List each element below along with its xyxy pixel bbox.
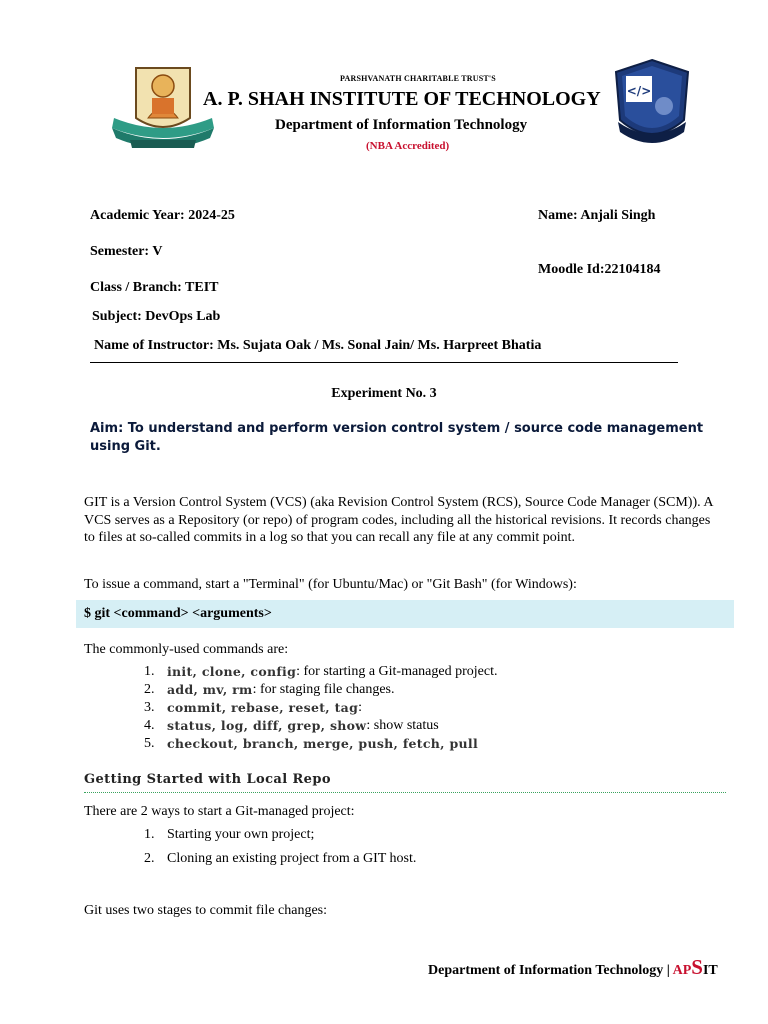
footer-separator: |: [663, 963, 673, 978]
class-branch: Class / Branch: TEIT: [90, 280, 219, 295]
list-item: 1. init, clone, config : for starting a Git-managed project.: [144, 664, 497, 682]
semester: Semester: V: [90, 244, 163, 259]
stages-paragraph: Git uses two stages to commit file changes:: [84, 903, 328, 918]
experiment-title: Experiment No. 3: [331, 386, 437, 401]
list-item: 2. add, mv, rm : for staging file changes.: [144, 682, 497, 700]
section-heading: Getting Started with Local Repo: [84, 772, 331, 787]
trust-name: PARSHVANATH CHARITABLE TRUST'S: [340, 74, 496, 83]
footer: [428, 955, 718, 980]
footer-brand-it: IT: [702, 963, 718, 978]
institute-name: A. P. SHAH INSTITUTE OF TECHNOLOGY: [203, 88, 601, 110]
ways-intro: There are 2 ways to start a Git-managed project:: [84, 804, 355, 819]
department-logo: [612, 58, 692, 152]
student-name: Name: Anjali Singh: [538, 208, 656, 223]
command-names: checkout, branch, merge, push, fetch, pull: [167, 736, 478, 751]
command-names: commit, rebase, reset, tag: [167, 700, 359, 715]
divider: [90, 362, 678, 363]
academic-year: Academic Year: 2024-25: [90, 208, 235, 223]
section-divider: [84, 792, 726, 793]
department-name: Department of Information Technology: [275, 117, 528, 133]
subject: Subject: DevOps Lab: [92, 309, 221, 324]
terminal-note: To issue a command, start a "Terminal" (for Ubuntu/Mac) or "Git Bash" (for Windows):: [84, 577, 577, 592]
institute-logo: [108, 58, 218, 154]
commands-heading: The commonly-used commands are:: [84, 642, 289, 657]
accreditation-label: (NBA Accredited): [366, 140, 450, 152]
command-names: init, clone, config: [167, 664, 297, 679]
ways-list: [144, 827, 416, 875]
aim-statement: Aim: To understand and perform version control system / source code management using Git.: [90, 421, 704, 454]
command-names: add, mv, rm: [167, 682, 253, 697]
command-names: status, log, diff, grep, show: [167, 718, 367, 733]
commands-list: [144, 664, 497, 754]
footer-brand-ap: AP: [672, 963, 692, 978]
list-item: 3. commit, rebase, reset, tag :: [144, 700, 497, 718]
list-item: 5. checkout, branch, merge, push, fetch, pull: [144, 736, 497, 754]
list-item: 4. status, log, diff, grep, show : show status: [144, 718, 497, 736]
list-item: 2. Cloning an existing project from a GIT host.: [144, 851, 417, 866]
intro-paragraph: GIT is a Version Control System (VCS) (aka Revision Control System (RCS), Source Code Manager (SCM)). A VCS serves as a Repository (or repo) of program codes, including all the historical revisions. It records changes to files at so-called commits in a log so that you can recall any file at any commit point.: [84, 495, 713, 545]
command-syntax: $ git <command> <arguments>: [84, 606, 272, 621]
list-item: 1. Starting your own project;: [144, 827, 315, 842]
svg-text:</>: </>: [626, 84, 652, 98]
moodle-id: Moodle Id:22104184: [538, 262, 661, 277]
footer-department: Department of Information Technology: [428, 963, 664, 978]
instructor: Name of Instructor: Ms. Sujata Oak / Ms. Sonal Jain/ Ms. Harpreet Bhatia: [94, 338, 542, 353]
footer-brand-s: S: [691, 955, 703, 979]
